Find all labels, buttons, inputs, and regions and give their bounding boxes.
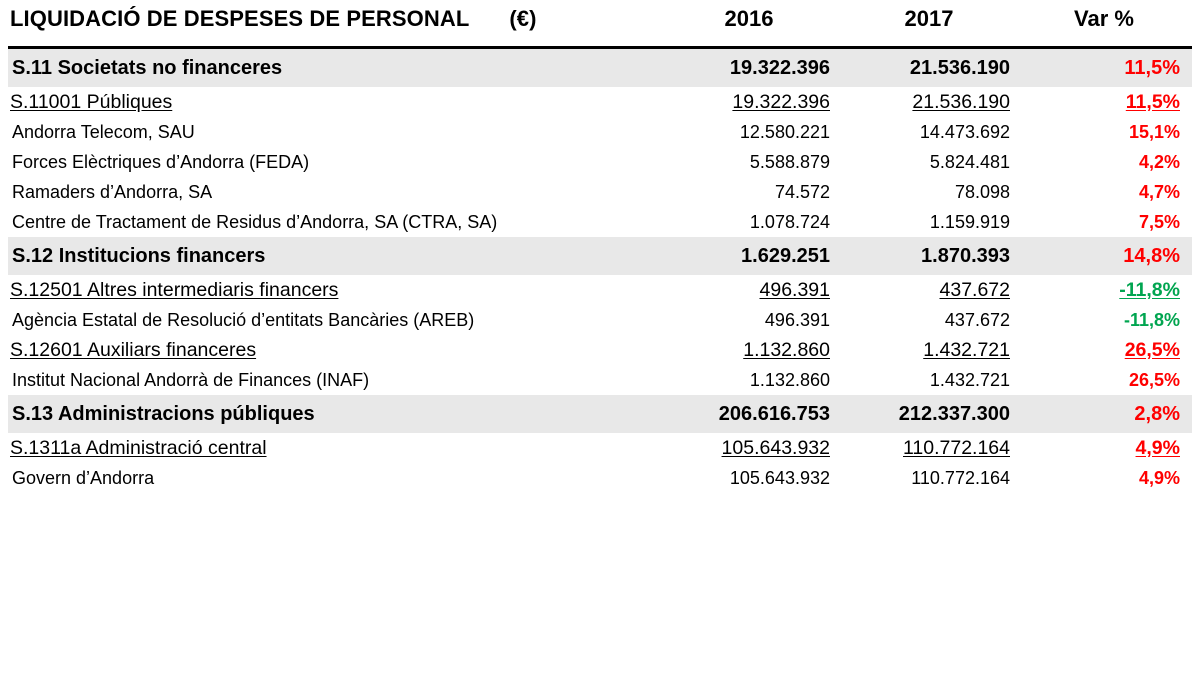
- value-2016: 496.391: [764, 309, 830, 330]
- value-2016: 1.132.860: [749, 369, 830, 390]
- value-2016: 105.643.932: [729, 467, 830, 488]
- value-variation: [1028, 335, 1192, 365]
- row-label: S.12 Institucions financers: [8, 237, 668, 275]
- row-label: [8, 87, 668, 117]
- table-row: [8, 365, 1192, 395]
- value-2017: 437.672: [944, 309, 1010, 330]
- value-variation: [1028, 87, 1192, 117]
- row-label: Forces Elèctriques d’Andorra (FEDA): [12, 151, 310, 172]
- value-2016: 19.322.396: [668, 48, 848, 88]
- table-row: [8, 305, 1192, 335]
- value-2017: [848, 335, 1028, 365]
- value-variation: 4,2%: [1138, 151, 1180, 172]
- value-2017: 1.432.721: [929, 369, 1010, 390]
- row-label: Andorra Telecom, SAU: [12, 121, 195, 142]
- row-label: [8, 433, 668, 463]
- row-label: [8, 335, 668, 365]
- value-variation: 11,5%: [1028, 48, 1192, 88]
- row-label: Institut Nacional Andorrà de Finances (INAF): [12, 369, 370, 390]
- table-row: [8, 237, 1192, 275]
- value-variation: [1028, 433, 1192, 463]
- value-2017: [848, 275, 1028, 305]
- value-2017: [848, 433, 1028, 463]
- table-body: [8, 48, 1192, 494]
- table-row: [8, 48, 1192, 88]
- value-text: 11,5%: [1125, 90, 1180, 113]
- value-variation: 15,1%: [1128, 121, 1180, 142]
- value-text: -11,8%: [1119, 278, 1180, 301]
- value-2016: 206.616.753: [668, 395, 848, 433]
- column-header-2016: 2016: [724, 6, 774, 31]
- row-label: S.13 Administracions públiques: [8, 395, 668, 433]
- value-2017: 1.870.393: [848, 237, 1028, 275]
- table-row: [8, 463, 1192, 493]
- table-row: [8, 147, 1192, 177]
- value-text: 19.322.396: [732, 90, 830, 113]
- value-variation: 4,7%: [1138, 181, 1180, 202]
- value-2016: 1.629.251: [668, 237, 848, 275]
- currency-unit: (€): [509, 6, 537, 31]
- table-row: [8, 117, 1192, 147]
- row-label-text: S.12501 Altres intermediaris financers: [10, 278, 339, 301]
- page-title: LIQUIDACIÓ DE DESPESES DE PERSONAL: [10, 6, 470, 31]
- value-2016: 5.588.879: [749, 151, 830, 172]
- table-row: [8, 433, 1192, 463]
- row-label-text: S.1311a Administració central: [10, 436, 267, 459]
- table-row: [8, 177, 1192, 207]
- value-variation: 4,9%: [1138, 467, 1180, 488]
- personnel-expenses-table: [8, 0, 1192, 493]
- value-2016: [668, 335, 848, 365]
- column-header-variation: Var %: [1074, 6, 1134, 31]
- value-2017: 212.337.300: [848, 395, 1028, 433]
- value-text: 110.772.164: [903, 436, 1010, 459]
- value-text: 105.643.932: [721, 436, 830, 459]
- value-2016: 12.580.221: [739, 121, 830, 142]
- row-label: Centre de Tractament de Residus d’Andorra, SA (CTRA, SA): [12, 211, 498, 232]
- value-2016: 1.078.724: [749, 211, 830, 232]
- value-variation: -11,8%: [1123, 309, 1180, 330]
- value-2017: 78.098: [954, 181, 1010, 202]
- value-2017: 110.772.164: [911, 467, 1010, 488]
- table-row: [8, 87, 1192, 117]
- value-variation: [1028, 275, 1192, 305]
- table-title-cell: [8, 0, 668, 48]
- row-label: Govern d’Andorra: [12, 467, 155, 488]
- table-row: [8, 395, 1192, 433]
- value-2016: 74.572: [774, 181, 830, 202]
- value-text: 437.672: [939, 278, 1010, 301]
- column-header-2017: 2017: [904, 6, 954, 31]
- value-variation: 7,5%: [1138, 211, 1180, 232]
- value-text: 1.132.860: [743, 338, 830, 361]
- value-text: 21.536.190: [912, 90, 1010, 113]
- value-text: 496.391: [759, 278, 830, 301]
- row-label-text: S.12601 Auxiliars financeres: [10, 338, 257, 361]
- table-row: [8, 207, 1192, 237]
- row-label: S.11 Societats no financeres: [8, 48, 668, 88]
- value-variation: 2,8%: [1028, 395, 1192, 433]
- value-2016: [668, 87, 848, 117]
- value-2017: [848, 87, 1028, 117]
- value-text: 1.432.721: [923, 338, 1010, 361]
- value-2017: 1.159.919: [929, 211, 1010, 232]
- table-header: [8, 0, 1192, 48]
- row-label: Ramaders d’Andorra, SA: [12, 181, 213, 202]
- value-text: 26,5%: [1124, 338, 1180, 361]
- row-label: Agència Estatal de Resolució d’entitats Bancàries (AREB): [12, 309, 475, 330]
- value-2017: 5.824.481: [929, 151, 1010, 172]
- table-row: [8, 275, 1192, 305]
- value-variation: 14,8%: [1028, 237, 1192, 275]
- value-2017: 21.536.190: [848, 48, 1028, 88]
- row-label: [8, 275, 668, 305]
- row-label-text: S.11001 Públiques: [10, 90, 173, 113]
- table-row: [8, 335, 1192, 365]
- value-2017: 14.473.692: [919, 121, 1010, 142]
- value-variation: 26,5%: [1128, 369, 1180, 390]
- value-2016: [668, 433, 848, 463]
- value-text: 4,9%: [1135, 436, 1180, 459]
- value-2016: [668, 275, 848, 305]
